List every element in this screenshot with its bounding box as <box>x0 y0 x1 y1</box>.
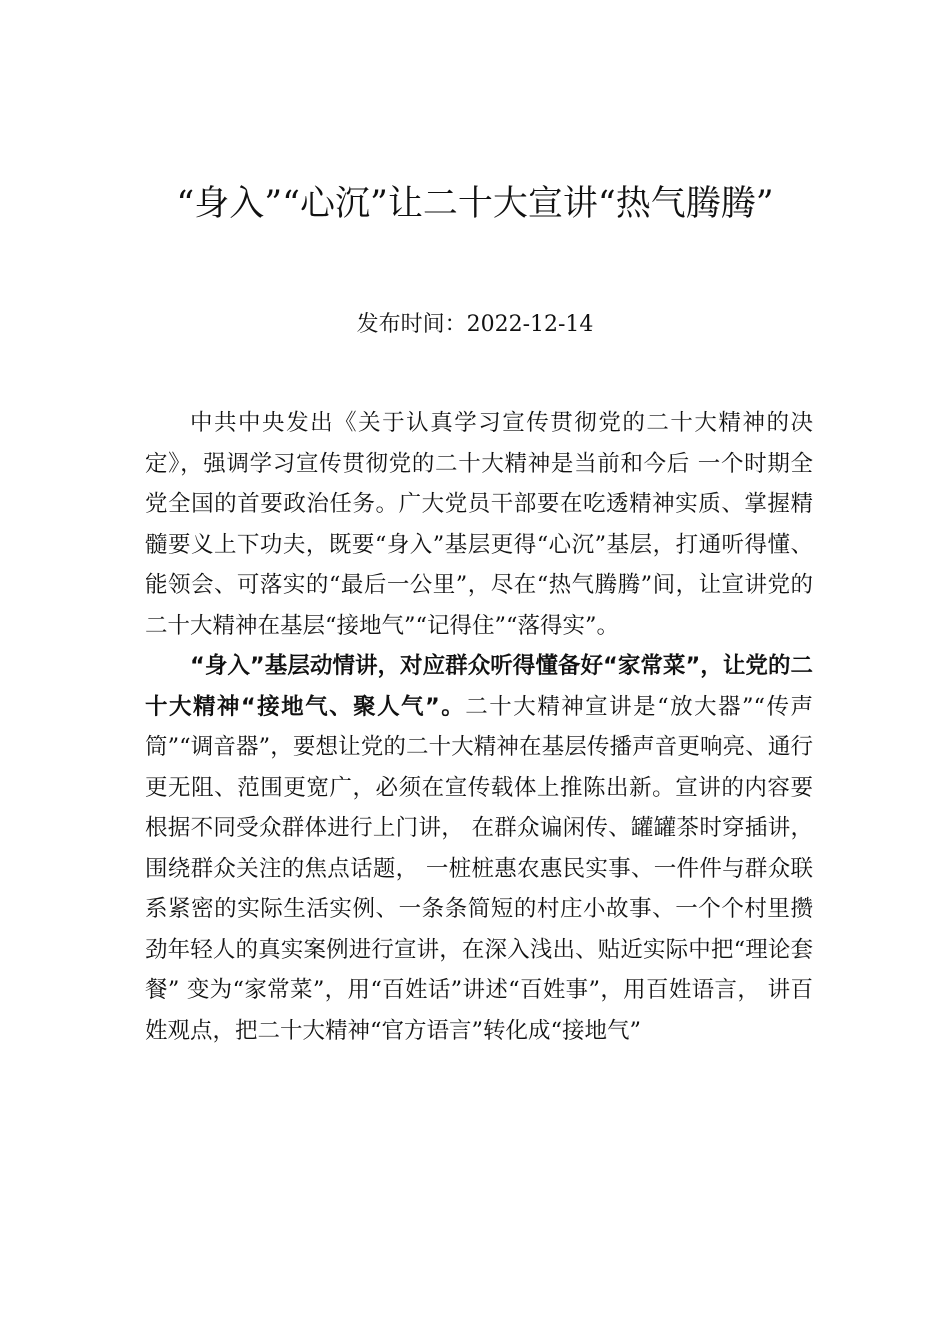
article-body <box>145 403 813 1051</box>
paragraph-2 <box>145 646 813 1051</box>
publish-date: 2022-12-14 <box>466 312 594 337</box>
publish-label: 发布时间： <box>356 312 467 337</box>
paragraph-2-lead: “身入”基层动情讲，对应群众听得懂备好“家常菜”，让党的二十大精神“接地气、聚人气”。 <box>145 653 813 720</box>
paragraph-1 <box>145 403 813 646</box>
paragraph-2-text: 二十大精神宣讲是“放大器”“传声筒”“调音器”，要想让党的二十大精神在基层传播声音更响亮、通行更无阻、范围更宽广，必须在宣传载体上推陈出新。宣讲的内容要根据不同受众群体进行上门讲， 在群众谝闲传、罐罐茶时穿插讲，围绕群众关注的焦点话题， 一桩桩惠农惠民实事、一件件与群众联系紧密的实际生活实例、一条条简短的村庄小故事、一个个村里攒劲年轻人的真实案例进行宣讲，在深入浅出、贴近实际中把“理论套餐” 变为“家常菜”，用“百姓话”讲述“百姓事”，用百姓语言， 讲百姓观点，把二十大精神“官方语言”转化成“接地气” <box>145 693 813 1044</box>
paragraph-1-text: 中共中央发出《关于认真学习宣传贯彻党的二十大精神的决定》，强调学习宣传贯彻党的二十大精神是当前和今后 一个时期全党全国的首要政治任务。广大党员干部要在吃透精神实质、掌握精髓要义上下功夫，既要“身入”基层更得“心沉”基层，打通听得懂、能领会、可落实的“最后一公里”，尽在“热气腾腾”间，让宣讲党的二十大精神在基层“接地气”“记得住”“落得实”。 <box>145 410 813 639</box>
publish-info <box>145 306 805 344</box>
article-title: “身入”“心沉”让二十大宣讲“热气腾腾” <box>176 184 774 224</box>
